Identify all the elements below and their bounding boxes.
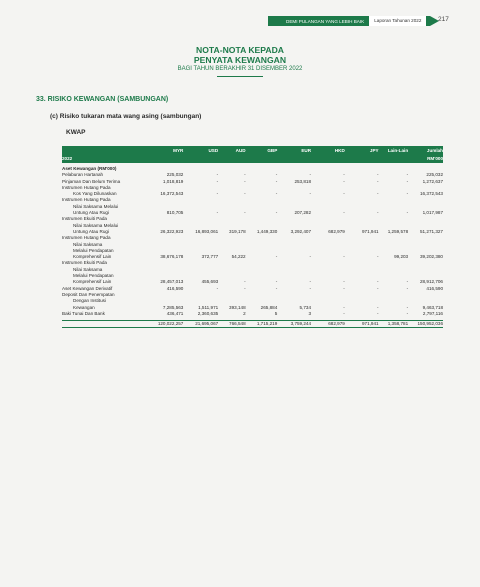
cell-value: - [275,210,278,216]
column-header: GBP [246,146,278,154]
cell-value: - [343,310,345,316]
column-header: Lain-Lain [379,146,409,154]
row-label: Kos Yang Dilunaskan [73,191,117,197]
cell-value: 455,693 [201,279,219,285]
column-header: USD [183,146,218,154]
column-header: EUR [277,146,311,154]
cell-value: - [406,178,409,184]
bank-tagline: DEMI PULANGAN YANG LEBIH BAIK [286,18,365,24]
cell-value: - [406,279,409,285]
cell-value: - [309,172,312,178]
cell-value: - [309,279,312,285]
cell-value: 1,018,819 [162,178,184,184]
section-heading: 33. RISIKO KEWANGAN (SAMBUNGAN) [36,96,169,103]
cell-value: 7,285,563 [162,304,184,310]
row-label: Instrumen Ekuiti Pada [62,260,107,266]
cell-value: - [244,210,246,216]
cell-value: 436,471 [166,310,184,316]
row-label: Melalui Pendapatan [73,247,114,253]
cell-value: - [377,210,379,216]
cell-value: - [343,254,345,260]
cell-value: 372,777 [201,254,219,260]
cell-value: 16,372,543 [420,191,443,197]
row-label: Instrumen Ekuiti Pada [62,216,107,222]
cell-value: - [406,191,409,197]
column-header: AUD [218,146,245,154]
cell-value: 225,032 [426,172,443,178]
page-title-line1: NOTA-NOTA KEPADA [196,45,284,55]
cell-value: 3,292,407 [290,228,312,234]
cell-value: 39,202,380 [420,254,443,260]
cell-value: 1,272,637 [422,178,443,184]
cell-value: 28,912,706 [420,279,443,285]
cell-value: - [377,254,379,260]
cell-value: 99,203 [394,254,409,260]
row-label: Pelaburan Hartanah [62,172,104,178]
category-label: Aset Kewangan (RM'000) [62,166,117,171]
column-header-row [62,146,443,154]
cell-value: - [406,172,409,178]
row-label: Instrumen Hutang Pada [62,197,111,203]
row-label: Baki Tunai Dan Bank [62,310,105,316]
cell-value: 1,449,330 [256,228,278,234]
cell-value: 1,259,578 [387,228,409,234]
cell-value: 9,463,718 [422,304,443,310]
entity-heading: KWAP [66,129,86,136]
cell-value: - [216,172,219,178]
row-label: Nilai Saksama Melalui [73,203,119,209]
cell-value: - [244,178,246,184]
total-value: 120,022,257 [146,321,183,328]
table-body [62,163,443,328]
page-subtitle: BAGI TAHUN BERAKHIR 31 DISEMBER 2022 [177,66,303,72]
column-header: HKD [311,146,345,154]
page-title-line2: PENYATA KEWANGAN [193,55,287,65]
cell-value: 225,032 [166,172,184,178]
total-value: 1,358,781 [379,321,409,328]
cell-value: - [275,178,278,184]
cell-value: - [244,191,246,197]
cell-value: 393,148 [229,304,246,310]
total-value: 971,941 [345,321,379,328]
cell-value: 971,941 [361,228,379,234]
cell-value: 265,884 [260,304,278,310]
cell-value: 16,893,061 [195,228,219,234]
cell-value: - [275,191,278,197]
total-value: 150,952,036 [408,321,443,328]
cell-value: - [343,304,345,310]
cell-value: 16,372,543 [160,191,184,197]
cell-value: - [377,191,379,197]
page-title-block [0,45,480,77]
cell-value: - [275,285,278,291]
cell-value: 2,797,116 [422,310,443,316]
subsection-heading: (c) Risiko tukaran mata wang asing (sambungan) [50,113,202,120]
cell-value: 51,271,327 [420,228,443,234]
column-header: MYR [146,146,183,154]
total-row [62,321,443,328]
cell-value: - [275,254,278,260]
unit-label: RM'000 [408,154,443,163]
row-label: Nilai Saksama [73,241,103,247]
title-divider [217,76,263,77]
cell-value: 5 [274,310,278,316]
cell-value: 416,590 [426,285,443,291]
cell-value: 1,511,971 [198,304,219,310]
cell-value: 26,322,923 [160,228,184,234]
cell-value: 416,590 [166,285,184,291]
report-label: Laporan Tahunan 2022 [369,16,426,26]
cell-value: - [244,285,246,291]
cell-value: 1,017,987 [422,210,443,216]
total-value: 21,695,067 [183,321,218,328]
total-value: 682,979 [311,321,345,328]
row-label: Nilai Saksama Melalui [73,222,119,228]
cell-value: - [244,279,246,285]
cell-value: - [309,285,312,291]
cell-value: 207,282 [294,210,312,216]
total-value: 3,759,244 [277,321,311,328]
cell-value: - [377,172,379,178]
cell-value: - [309,191,312,197]
row-label: Melalui Pendapatan [73,273,114,279]
row-label: Instrumen Hutang Pada [62,235,111,241]
cell-value: - [309,254,312,260]
cell-value: - [343,172,345,178]
row-label: Komprehensif Lain [73,279,112,285]
total-value: 1,715,219 [246,321,278,328]
year-label: 2022 [62,154,146,163]
cell-value: - [377,279,379,285]
cell-value: 54,222 [231,254,246,260]
column-header: JPY [345,146,379,154]
cell-value: 28,457,013 [160,279,184,285]
row-label: Untung Atau Rugi [73,228,110,234]
cell-value: - [377,310,379,316]
cell-value: - [343,285,345,291]
cell-value: 5,734 [299,304,312,310]
cell-value: - [216,191,219,197]
cell-value: - [406,285,409,291]
cell-value: 3 [308,310,312,316]
currency-risk-table [62,146,443,328]
row-label: Aset Kewangan Derivatif [62,285,113,291]
year-header-row [62,154,443,163]
row-label: Untung Atau Rugi [73,210,110,216]
row-label: Pinjaman Dan Belum Terima [62,178,121,184]
cell-value: - [343,279,345,285]
header-bar [268,16,430,26]
cell-value: - [216,178,219,184]
cell-value: - [216,210,219,216]
column-header: Jumlah [408,146,443,154]
row-label: Deposit Dan Penempatan [62,291,115,297]
cell-value: 253,818 [294,178,312,184]
cell-value: - [406,304,409,310]
cell-value: - [275,279,278,285]
cell-value: - [406,210,409,216]
row-label: Dengan Institusi [73,298,106,304]
cell-value: - [343,191,345,197]
cell-value: 2 [243,310,246,316]
row-label: Komprehensif Lain [73,254,112,260]
cell-value: - [275,172,278,178]
page-number: 217 [438,16,449,23]
cell-value: - [343,178,345,184]
cell-value: - [406,310,409,316]
cell-value: - [244,172,246,178]
cell-value: - [216,285,219,291]
cell-value: - [377,178,379,184]
row-label: Instrumen Hutang Pada [62,184,111,190]
cell-value: - [343,210,345,216]
cell-value: 2,360,635 [197,310,219,316]
cell-value: 682,979 [328,228,345,234]
row-label: Kewangan [73,304,95,310]
cell-value: 810,705 [166,210,184,216]
row-label: Nilai Saksama [73,266,103,272]
cell-value: 319,178 [229,228,246,234]
cell-value: 38,676,178 [160,254,184,260]
total-value: 766,548 [218,321,245,328]
cell-value: - [377,285,379,291]
cell-value: - [377,304,379,310]
